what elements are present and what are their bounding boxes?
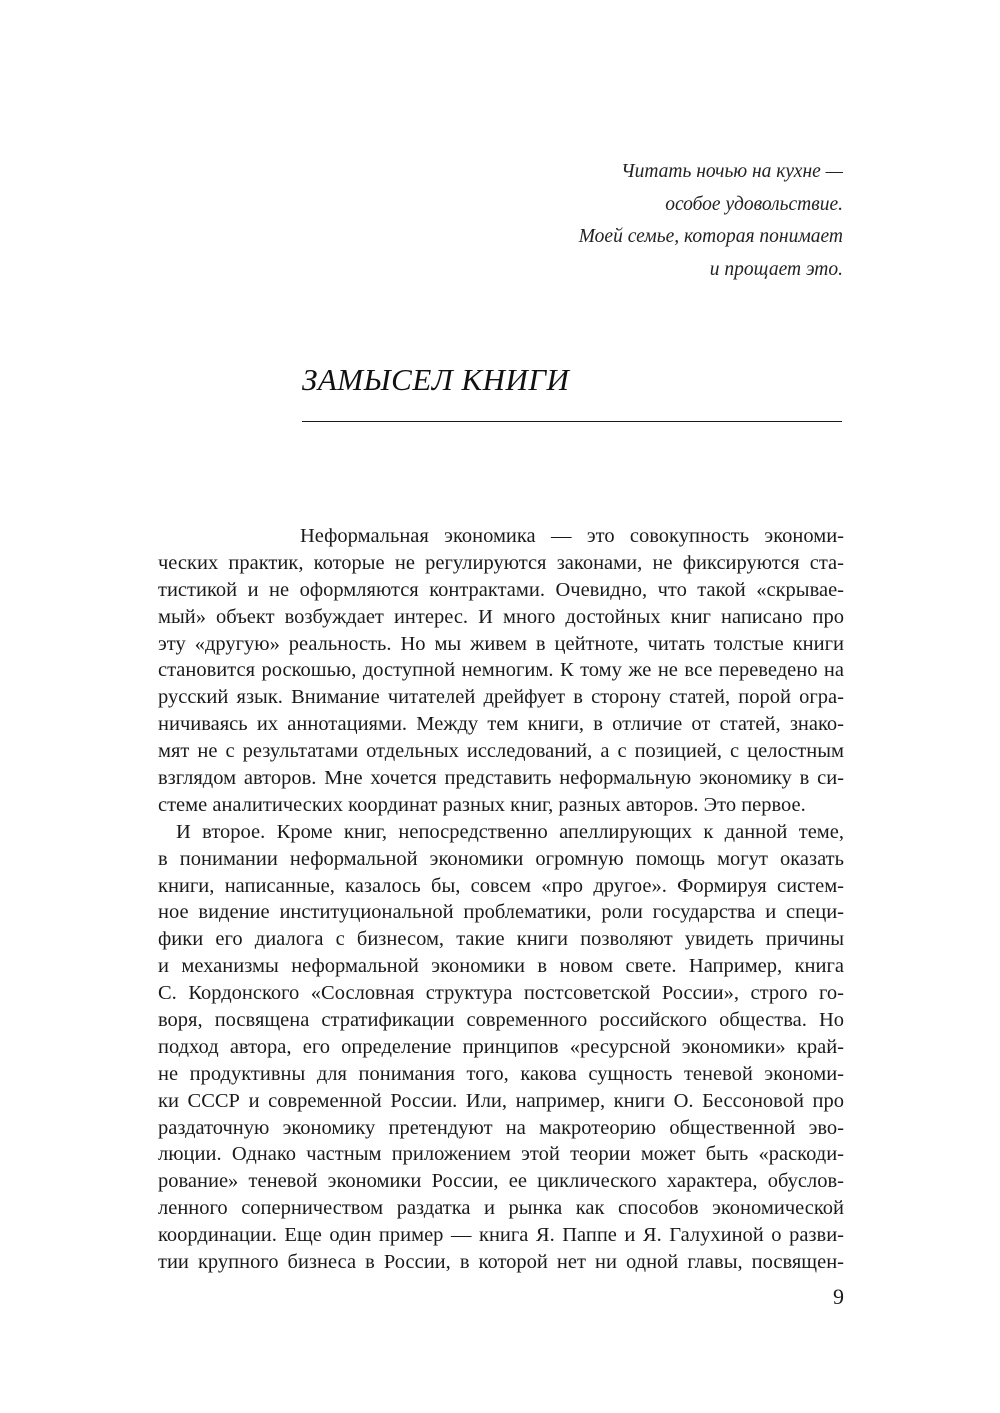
text-line: русский язык. Внимание читателей дрейфует в сторону статей, порой огра- bbox=[158, 686, 844, 709]
page-number: 9 bbox=[833, 1284, 844, 1309]
epigraph-line: и прощает это. bbox=[709, 258, 843, 280]
text-line: и механизмы неформальной экономики в новом свете. Например, книга bbox=[158, 955, 844, 978]
text-line: С. Кордонского «Сословная структура постсоветской России», строго го- bbox=[158, 982, 844, 1005]
text-line: Неформальная экономика — это совокупность экономи- bbox=[300, 525, 844, 547]
epigraph bbox=[579, 156, 843, 286]
epigraph-line: Читать ночью на кухне — bbox=[621, 161, 843, 182]
text-line: фики его диалога с бизнесом, такие книги позволяют увидеть причины bbox=[158, 928, 844, 951]
text-line: мый» объект возбуждает интерес. И много достойных книг написано про bbox=[158, 605, 844, 628]
epigraph-line: Моей семье, которая понимает bbox=[578, 226, 843, 247]
text-line: подход автора, его определение принципов «ресурсной экономики» край- bbox=[158, 1035, 844, 1058]
text-line: в понимании неформальной экономики огромную помощь могут оказать bbox=[158, 847, 844, 870]
text-line: стеме аналитических координат разных книг, разных авторов. Это первое. bbox=[158, 793, 806, 816]
text-line: ческих практик, которые не регулируются законами, не фиксируются ста- bbox=[158, 551, 844, 574]
text-line: И второе. Кроме книг, непосредственно апеллирующих к данной теме, bbox=[176, 820, 844, 843]
text-line: становится роскошью, доступной немногим. К тому же не все переведено на bbox=[158, 659, 844, 682]
text-line: воря, посвящена стратификации современного российского общества. Но bbox=[158, 1009, 844, 1032]
text-line: раздаточную экономику претендуют на макротеорию общественной эво- bbox=[158, 1116, 844, 1139]
text-line: рование» теневой экономики России, ее циклического характера, обуслов- bbox=[158, 1170, 844, 1193]
text-line: эту «другую» реальность. Но мы живем в цейтноте, читать толстые книги bbox=[158, 632, 844, 655]
title-underline bbox=[302, 421, 842, 422]
text-line: не продуктивны для понимания того, какова сущность теневой экономи- bbox=[158, 1062, 844, 1085]
text-line: взглядом авторов. Мне хочется представить неформальную экономику в си- bbox=[158, 767, 844, 790]
text-line: мят не с результатами отдельных исследований, а с позицией, с целостным bbox=[158, 740, 844, 763]
chapter-title: ЗАМЫСЕЛ КНИГИ bbox=[302, 362, 570, 397]
text-line: ленного соперничеством раздатка и рынка как способов экономической bbox=[158, 1197, 844, 1220]
text-line: ки СССР и современной России. Или, например, книги О. Бессоновой про bbox=[158, 1089, 844, 1112]
text-line: люции. Однако частным приложением этой теории может быть «раскоди- bbox=[158, 1143, 844, 1166]
text-line: ничиваясь их аннотациями. Между тем книги, в отличие от статей, знако- bbox=[158, 713, 844, 736]
epigraph-line: особое удовольствие. bbox=[665, 193, 843, 215]
text-line: тистикой и не оформляются контрактами. Очевидно, что такой «скрывае- bbox=[158, 578, 844, 601]
text-line: ное видение институциональной проблематики, роли государства и специ- bbox=[158, 901, 844, 924]
text-line: тии крупного бизнеса в России, в которой нет ни одной главы, посвящен- bbox=[158, 1251, 844, 1274]
body-text bbox=[158, 523, 844, 1276]
text-line: книги, написанные, казалось бы, совсем «про другое». Формируя систем- bbox=[158, 874, 844, 897]
text-line: координации. Еще один пример — книга Я. Паппе и Я. Галухиной о разви- bbox=[158, 1224, 844, 1247]
